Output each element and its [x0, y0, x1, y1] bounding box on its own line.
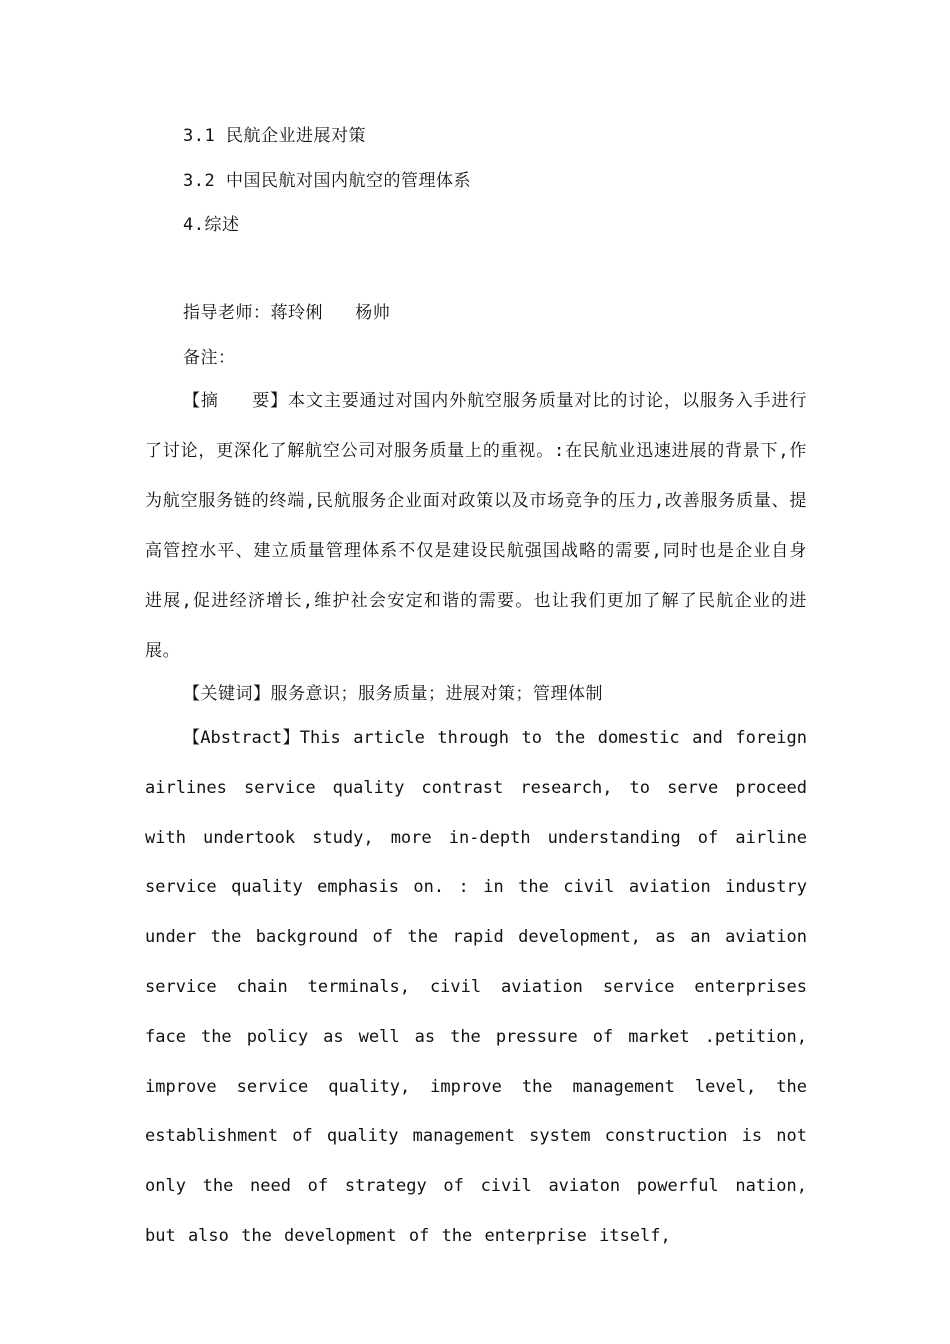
toc-number: 3.1	[183, 126, 216, 146]
toc-text: 中国民航对国内航空的管理体系	[225, 171, 471, 191]
advisor-label: 指导老师：	[183, 303, 271, 323]
abstract-cn-label: 【摘 要】	[183, 391, 289, 411]
remark-label: 备注：	[183, 348, 236, 368]
remark-line	[183, 346, 236, 370]
abstract-en-paragraph	[145, 714, 807, 1262]
toc-text: 综述	[204, 215, 240, 235]
keywords-label: 【关键词】	[183, 684, 271, 704]
keywords-line	[183, 682, 603, 706]
advisor-line	[183, 301, 390, 325]
toc-item-3-1	[183, 124, 366, 148]
abstract-en-text: This article through to the domestic and foreign airlines service quality contrast research, to serve proceed with undertook study, more in-depth understanding of airline service quality emphasis on. : in the civil aviation industry under the background of the rapid development, as an aviation service chain terminals, civil aviation service enterprises face the policy as well as the pressure of market .petition, improve service quality, improve the management level, the establishment of quality management system construction is not only the need of strategy of civil aviaton powerful nation, but also the development of the enterprise itself,	[145, 728, 807, 1246]
toc-number: 3.2	[183, 171, 216, 191]
toc-item-4	[183, 213, 239, 237]
toc-number: 4.	[183, 215, 205, 235]
keywords-text: 服务意识；服务质量；进展对策；管理体制	[270, 684, 603, 704]
toc-item-3-2	[183, 169, 471, 193]
advisor-names: 蒋玲俐 杨帅	[270, 303, 391, 323]
abstract-cn-text: 本文主要通过对国内外航空服务质量对比的讨论，以服务入手进行了讨论，更深化了解航空公司对服务质量上的重视。:在民航业迅速进展的背景下,作为航空服务链的终端,民航服务企业面对政策以及市场竞争的压力,改善服务质量、提高管控水平、建立质量管理体系不仅是建设民航强国战略的需要,同时也是企业自身进展,促进经济增长,维护社会安定和谐的需要。也让我们更加了解了民航企业的进展。	[145, 391, 807, 661]
abstract-cn-paragraph	[145, 376, 807, 676]
toc-text: 民航企业进展对策	[225, 126, 366, 146]
abstract-en-label: 【Abstract】	[183, 728, 300, 748]
